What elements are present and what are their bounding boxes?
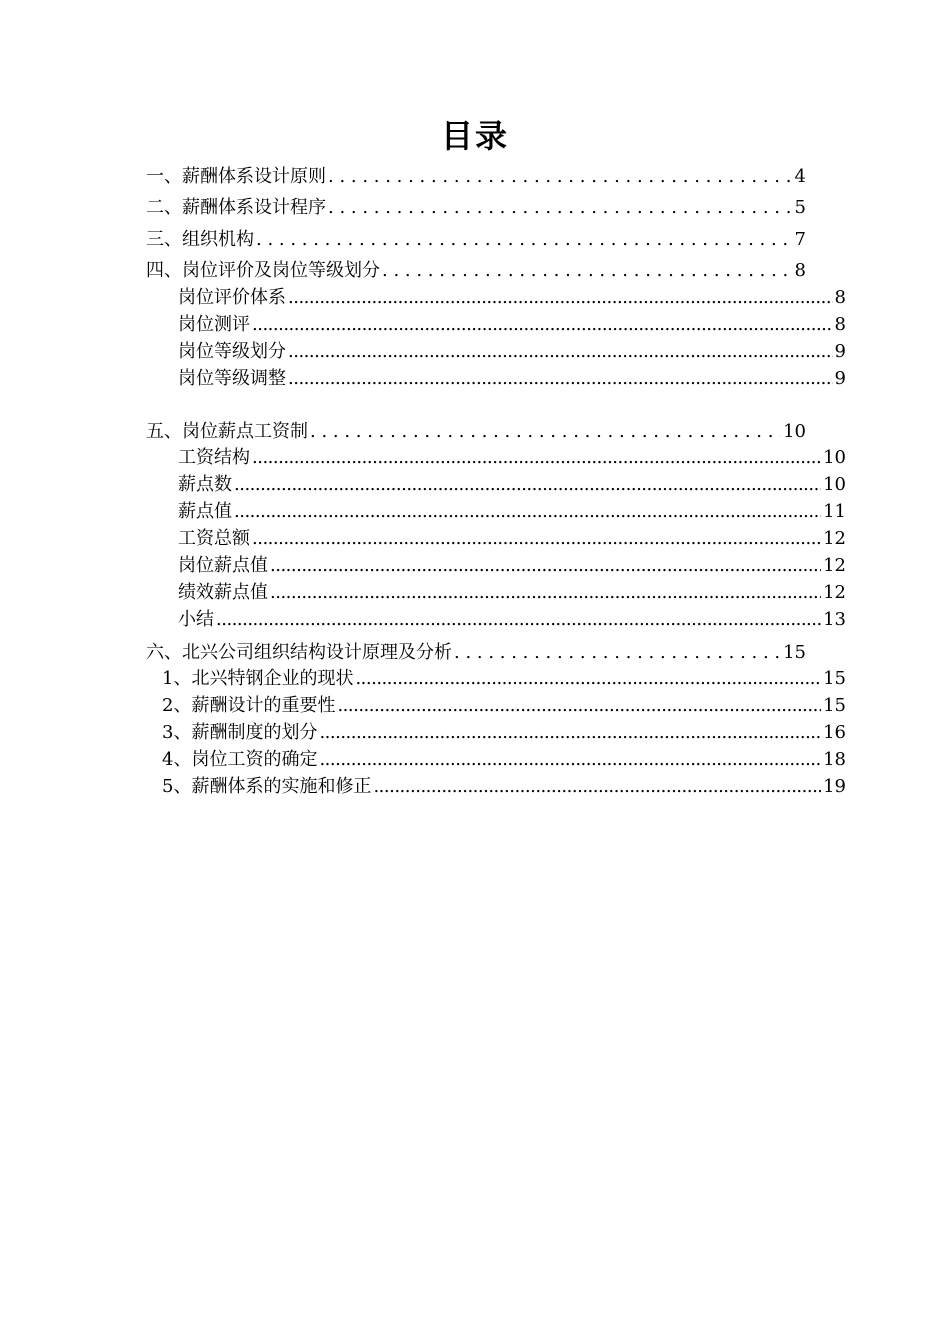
toc-subentry[interactable] bbox=[178, 500, 846, 524]
toc-subentry[interactable] bbox=[162, 775, 846, 799]
toc-entry-label: 北兴公司组织结构设计原理及分析 bbox=[182, 642, 452, 663]
toc-entry-page: 19 bbox=[823, 776, 846, 797]
toc-entry-page: 9 bbox=[834, 341, 846, 362]
toc-subentry[interactable] bbox=[162, 721, 846, 745]
toc-entry[interactable] bbox=[146, 165, 806, 189]
toc-leader-dots bbox=[328, 196, 793, 220]
toc-entry-label: 薪酬体系设计原则 bbox=[182, 166, 326, 187]
toc-entry[interactable] bbox=[146, 420, 806, 444]
toc-entry-page: 15 bbox=[783, 642, 806, 663]
toc-entry-label: 绩效薪点值 bbox=[178, 582, 268, 603]
toc-leader-dots bbox=[288, 367, 833, 391]
toc-entry-page: 5 bbox=[794, 197, 806, 218]
toc-entry-label: 岗位薪点工资制 bbox=[182, 421, 308, 442]
toc-leader-dots bbox=[310, 420, 781, 444]
toc-leader-dots bbox=[216, 608, 821, 632]
toc-entry-page: 10 bbox=[823, 447, 846, 468]
toc-entry[interactable] bbox=[146, 196, 806, 220]
toc-entry-label: 组织机构 bbox=[182, 229, 254, 250]
toc-entry-page: 12 bbox=[823, 528, 846, 549]
toc-entry-label: 2、薪酬设计的重要性 bbox=[162, 695, 336, 716]
toc-leader-dots bbox=[454, 641, 781, 665]
toc-leader-dots bbox=[252, 313, 833, 337]
toc-entry[interactable] bbox=[146, 228, 806, 252]
toc-subentry[interactable] bbox=[178, 367, 846, 391]
toc-entry-label: 小结 bbox=[178, 609, 214, 630]
toc-entry-label: 工资结构 bbox=[178, 447, 250, 468]
toc-entry-label: 岗位薪点值 bbox=[178, 555, 268, 576]
toc-subentry[interactable] bbox=[178, 473, 846, 497]
toc-entry-number: 二、 bbox=[146, 197, 182, 218]
toc-leader-dots bbox=[252, 446, 821, 470]
toc-entry-page: 7 bbox=[794, 229, 806, 250]
toc-subentry[interactable] bbox=[178, 581, 846, 605]
toc-entry-label: 岗位测评 bbox=[178, 314, 250, 335]
toc-leader-dots bbox=[270, 581, 821, 605]
toc-entry-page: 8 bbox=[834, 287, 846, 308]
toc-entry-page: 16 bbox=[823, 722, 846, 743]
toc-entry-page: 12 bbox=[823, 555, 846, 576]
toc-subentry[interactable] bbox=[162, 748, 846, 772]
toc-entry-label: 薪点值 bbox=[178, 501, 232, 522]
toc-entry[interactable] bbox=[146, 641, 806, 665]
toc-leader-dots bbox=[382, 259, 793, 283]
toc-subentry[interactable] bbox=[178, 446, 846, 470]
toc-entry-label: 4、岗位工资的确定 bbox=[162, 749, 318, 770]
toc-entry-page: 8 bbox=[794, 260, 806, 281]
toc-leader-dots bbox=[337, 694, 821, 718]
toc-entry-number: 五、 bbox=[146, 421, 182, 442]
toc-entry-number: 四、 bbox=[146, 260, 182, 281]
toc-entry-label: 薪点数 bbox=[178, 474, 232, 495]
toc-entry-label: 3、薪酬制度的划分 bbox=[162, 722, 318, 743]
toc-entry-label: 5、薪酬体系的实施和修正 bbox=[162, 776, 372, 797]
toc-entry-page: 18 bbox=[823, 749, 846, 770]
toc-entry-page: 11 bbox=[823, 501, 846, 522]
toc-entry-page: 15 bbox=[823, 695, 846, 716]
toc-subentry[interactable] bbox=[162, 694, 846, 718]
toc-entry-page: 9 bbox=[834, 368, 846, 389]
page-title: 目录 bbox=[440, 117, 509, 155]
toc-entry-page: 8 bbox=[834, 314, 846, 335]
toc-leader-dots bbox=[319, 721, 821, 745]
toc-entry-page: 12 bbox=[823, 582, 846, 603]
toc-entry-page: 13 bbox=[823, 609, 846, 630]
toc-entry-label: 工资总额 bbox=[178, 528, 250, 549]
toc-entry-page: 15 bbox=[823, 668, 846, 689]
toc-leader-dots bbox=[288, 340, 833, 364]
toc-leader-dots bbox=[270, 554, 821, 578]
toc-subentry[interactable] bbox=[178, 313, 846, 337]
toc-leader-dots bbox=[252, 527, 821, 551]
toc-entry-label: 岗位评价体系 bbox=[178, 287, 286, 308]
toc-entry-label: 1、北兴特钢企业的现状 bbox=[162, 668, 354, 689]
toc-entry-number: 一、 bbox=[146, 166, 182, 187]
toc-subentry[interactable] bbox=[178, 340, 846, 364]
toc-leader-dots bbox=[319, 748, 821, 772]
toc-leader-dots bbox=[288, 286, 833, 310]
toc-entry-number: 六、 bbox=[146, 642, 182, 663]
toc-subentry[interactable] bbox=[162, 667, 846, 691]
toc-subentry[interactable] bbox=[178, 527, 846, 551]
toc-entry-label: 薪酬体系设计程序 bbox=[182, 197, 326, 218]
toc-leader-dots bbox=[328, 165, 793, 189]
toc-entry-page: 10 bbox=[783, 421, 806, 442]
toc-leader-dots bbox=[256, 228, 793, 252]
toc-entry-label: 岗位评价及岗位等级划分 bbox=[182, 260, 380, 281]
toc-leader-dots bbox=[373, 775, 821, 799]
toc-subentry[interactable] bbox=[178, 286, 846, 310]
toc-subentry[interactable] bbox=[178, 554, 846, 578]
toc-entry-label: 岗位等级调整 bbox=[178, 368, 286, 389]
toc-leader-dots bbox=[355, 667, 821, 691]
toc-entry-number: 三、 bbox=[146, 229, 182, 250]
toc-subentry[interactable] bbox=[178, 608, 846, 632]
toc-leader-dots bbox=[234, 500, 821, 524]
toc-entry-page: 10 bbox=[823, 474, 846, 495]
toc-entry-page: 4 bbox=[794, 166, 806, 187]
toc-entry[interactable] bbox=[146, 259, 806, 283]
toc-leader-dots bbox=[234, 473, 821, 497]
toc-entry-label: 岗位等级划分 bbox=[178, 341, 286, 362]
